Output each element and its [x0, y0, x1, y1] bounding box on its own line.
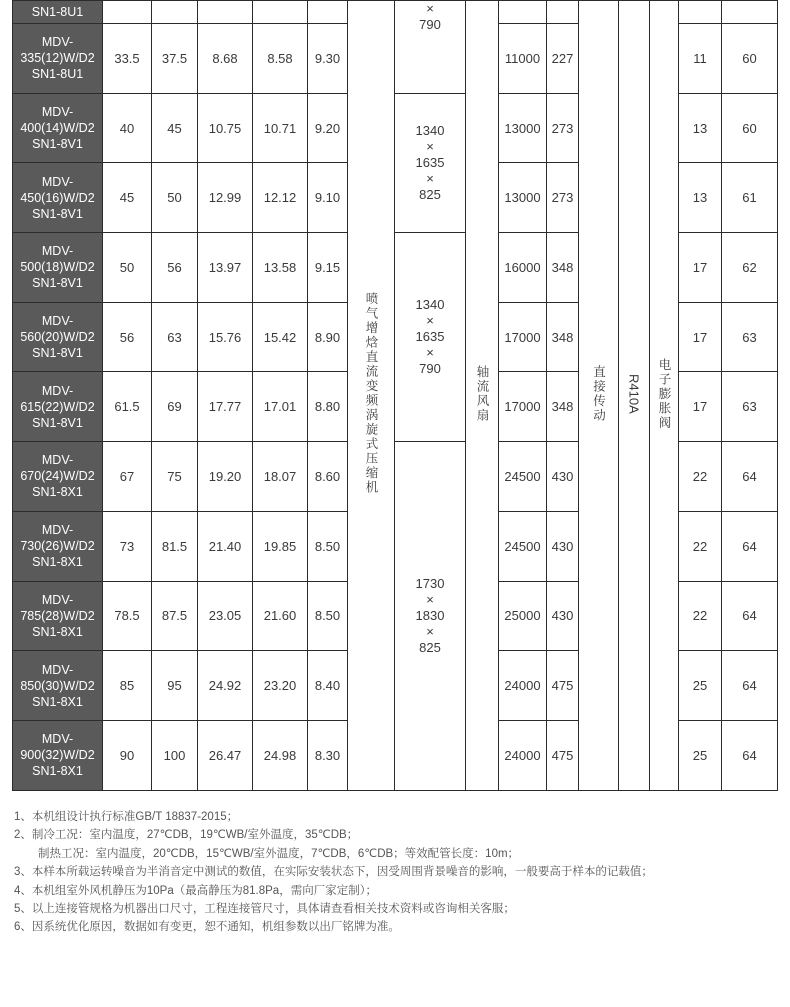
refrigerant-charge-cell: 25: [679, 720, 722, 790]
model-cell: MDV- 850(30)W/D2 SN1-8X1: [13, 651, 103, 721]
cooling-capacity-cell: 61.5: [103, 372, 152, 442]
refrigerant-charge-cell: 25: [679, 651, 722, 721]
throttle-type-label: 电子膨胀阀: [657, 357, 671, 431]
cooling-power-cell: 8.68: [198, 24, 253, 94]
heating-power-cell: 17.01: [253, 372, 308, 442]
dimension-cell: 1340 × 1635 × 790: [395, 233, 466, 442]
heating-capacity-cell: 95: [152, 651, 198, 721]
note-item: 1、本机组设计执行标准GB/T 18837-2015；: [14, 811, 239, 823]
model-cell: MDV- 900(32)W/D2 SN1-8X1: [13, 720, 103, 790]
table-row-partial: [13, 1, 778, 24]
airflow-cell: 17000: [499, 372, 547, 442]
refrigerant-charge-cell: 17: [679, 233, 722, 303]
note-item: 3、本样本所载运转噪音为半消音定中测试的数值，在实际安装状态下，因受周围背景噪音的影响，一般要高于样本的记载值；: [14, 866, 653, 879]
cooling-capacity-cell: 45: [103, 163, 152, 233]
heating-power-cell: 8.58: [253, 24, 308, 94]
cooling-power-cell: 24.92: [198, 651, 253, 721]
noise-cell: 62: [722, 233, 778, 303]
cooling-power-cell: 21.40: [198, 511, 253, 581]
cooling-power-cell: 12.99: [198, 163, 253, 233]
airflow-cell: 17000: [499, 302, 547, 372]
refrigerant-charge-cell: 22: [679, 581, 722, 651]
table-cell: [722, 1, 778, 24]
refrigerant-charge-cell: 17: [679, 302, 722, 372]
note-item: 2、制冷工况：室内温度，27℃DB，19℃WB/室外温度，35℃DB；: [14, 829, 359, 842]
noise-cell: 64: [722, 442, 778, 512]
weight-cell: 273: [547, 163, 579, 233]
efficiency-cell: 9.10: [308, 163, 348, 233]
heating-capacity-cell: 50: [152, 163, 198, 233]
airflow-cell: 24000: [499, 651, 547, 721]
cooling-power-cell: 26.47: [198, 720, 253, 790]
airflow-cell: 24500: [499, 442, 547, 512]
heating-power-cell: 12.12: [253, 163, 308, 233]
weight-cell: 273: [547, 93, 579, 163]
refrigerant-charge-cell: 13: [679, 93, 722, 163]
refrigerant-label: R410A: [626, 373, 642, 414]
noise-cell: 63: [722, 372, 778, 442]
cooling-power-cell: 23.05: [198, 581, 253, 651]
drive-type-label: 直接传动: [591, 364, 606, 423]
heating-capacity-cell: 63: [152, 302, 198, 372]
note-item: 5、以上连接管规格为机器出口尺寸，工程连接管尺寸，具体请查看相关技术资料或咨询相关客服；: [14, 903, 515, 916]
airflow-cell: 24000: [499, 720, 547, 790]
notes-list: [14, 808, 784, 937]
refrigerant-charge-cell: 13: [679, 163, 722, 233]
efficiency-cell: 9.20: [308, 93, 348, 163]
cooling-power-cell: 17.77: [198, 372, 253, 442]
model-cell: MDV- 615(22)W/D2 SN1-8V1: [13, 372, 103, 442]
cooling-capacity-cell: 85: [103, 651, 152, 721]
table-cell: [308, 1, 348, 24]
airflow-cell: 16000: [499, 233, 547, 303]
airflow-cell: 13000: [499, 163, 547, 233]
table-cell: [253, 1, 308, 24]
weight-cell: 430: [547, 581, 579, 651]
table-cell: [103, 1, 152, 24]
cooling-capacity-cell: 67: [103, 442, 152, 512]
cooling-power-cell: 13.97: [198, 233, 253, 303]
dimension-cell: × 790: [395, 1, 466, 94]
noise-cell: 61: [722, 163, 778, 233]
dimension-cell: 1730 × 1830 × 825: [395, 442, 466, 790]
airflow-cell: 24500: [499, 511, 547, 581]
airflow-cell: 13000: [499, 93, 547, 163]
table-cell: [466, 1, 499, 791]
airflow-cell: 11000: [499, 24, 547, 94]
cooling-capacity-cell: 90: [103, 720, 152, 790]
noise-cell: 64: [722, 720, 778, 790]
efficiency-cell: 8.90: [308, 302, 348, 372]
noise-cell: 63: [722, 302, 778, 372]
note-item: 制热工况：室内温度，20℃DB，15℃WB/室外温度，7℃DB，6℃DB；等效配管长度：10m；: [38, 847, 520, 860]
noise-cell: 64: [722, 651, 778, 721]
heating-power-cell: 21.60: [253, 581, 308, 651]
refrigerant-charge-cell: 22: [679, 442, 722, 512]
table-cell: [348, 1, 395, 791]
heating-capacity-cell: 69: [152, 372, 198, 442]
heating-power-cell: 24.98: [253, 720, 308, 790]
weight-cell: 227: [547, 24, 579, 94]
weight-cell: 348: [547, 302, 579, 372]
noise-cell: 60: [722, 24, 778, 94]
heating-power-cell: 23.20: [253, 651, 308, 721]
heating-power-cell: 13.58: [253, 233, 308, 303]
model-cell: MDV- 785(28)W/D2 SN1-8X1: [13, 581, 103, 651]
model-cell: MDV- 670(24)W/D2 SN1-8X1: [13, 442, 103, 512]
weight-cell: 348: [547, 233, 579, 303]
weight-cell: 430: [547, 511, 579, 581]
note-item: 4、本机组室外风机静压为10Pa（最高静压为81.8Pa，需向厂家定制）；: [14, 884, 377, 897]
note-item: 6、因系统优化原因，数据如有变更，恕不通知，机组参数以出厂铭牌为准。: [14, 921, 400, 934]
noise-cell: 64: [722, 511, 778, 581]
heating-capacity-cell: 56: [152, 233, 198, 303]
cooling-capacity-cell: 50: [103, 233, 152, 303]
efficiency-cell: 9.15: [308, 233, 348, 303]
compressor-type-label: 喷气增焓直流变频涡旋式压缩机: [364, 292, 378, 496]
heating-capacity-cell: 37.5: [152, 24, 198, 94]
table-cell: [679, 1, 722, 24]
weight-cell: 348: [547, 372, 579, 442]
weight-cell: 430: [547, 442, 579, 512]
heating-capacity-cell: 75: [152, 442, 198, 512]
cooling-power-cell: 10.75: [198, 93, 253, 163]
model-cell: MDV- 450(16)W/D2 SN1-8V1: [13, 163, 103, 233]
model-cell: MDV- 400(14)W/D2 SN1-8V1: [13, 93, 103, 163]
weight-cell: 475: [547, 720, 579, 790]
model-cell: MDV- 730(26)W/D2 SN1-8X1: [13, 511, 103, 581]
efficiency-cell: 8.60: [308, 442, 348, 512]
model-cell: MDV- 335(12)W/D2 SN1-8U1: [13, 24, 103, 94]
efficiency-cell: 8.80: [308, 372, 348, 442]
heating-capacity-cell: 87.5: [152, 581, 198, 651]
fan-type-label: 轴流风扇: [475, 364, 489, 423]
model-cell: MDV- 500(18)W/D2 SN1-8V1: [13, 233, 103, 303]
model-cell: MDV- 560(20)W/D2 SN1-8V1: [13, 302, 103, 372]
heating-power-cell: 10.71: [253, 93, 308, 163]
refrigerant-charge-cell: 17: [679, 372, 722, 442]
table-cell: [579, 1, 619, 791]
refrigerant-charge-cell: 22: [679, 511, 722, 581]
weight-cell: 475: [547, 651, 579, 721]
heating-power-cell: 19.85: [253, 511, 308, 581]
cooling-capacity-cell: 73: [103, 511, 152, 581]
airflow-cell: 25000: [499, 581, 547, 651]
table-cell: [499, 1, 547, 24]
dimension-cell: 1340 × 1635 × 825: [395, 93, 466, 232]
efficiency-cell: 8.50: [308, 511, 348, 581]
table-cell: [547, 1, 579, 24]
noise-cell: 60: [722, 93, 778, 163]
heating-power-cell: 18.07: [253, 442, 308, 512]
efficiency-cell: 8.50: [308, 581, 348, 651]
spec-table: [12, 0, 778, 791]
efficiency-cell: 8.30: [308, 720, 348, 790]
efficiency-cell: 9.30: [308, 24, 348, 94]
heating-capacity-cell: 81.5: [152, 511, 198, 581]
table-cell: [619, 1, 650, 791]
cooling-power-cell: 19.20: [198, 442, 253, 512]
cooling-power-cell: 15.76: [198, 302, 253, 372]
cooling-capacity-cell: 33.5: [103, 24, 152, 94]
heating-power-cell: 15.42: [253, 302, 308, 372]
table-cell: [650, 1, 679, 791]
table-cell: [198, 1, 253, 24]
model-cell: SN1-8U1: [13, 1, 103, 24]
refrigerant-charge-cell: 11: [679, 24, 722, 94]
noise-cell: 64: [722, 581, 778, 651]
heating-capacity-cell: 45: [152, 93, 198, 163]
cooling-capacity-cell: 56: [103, 302, 152, 372]
heating-capacity-cell: 100: [152, 720, 198, 790]
cooling-capacity-cell: 78.5: [103, 581, 152, 651]
cooling-capacity-cell: 40: [103, 93, 152, 163]
table-cell: [152, 1, 198, 24]
efficiency-cell: 8.40: [308, 651, 348, 721]
